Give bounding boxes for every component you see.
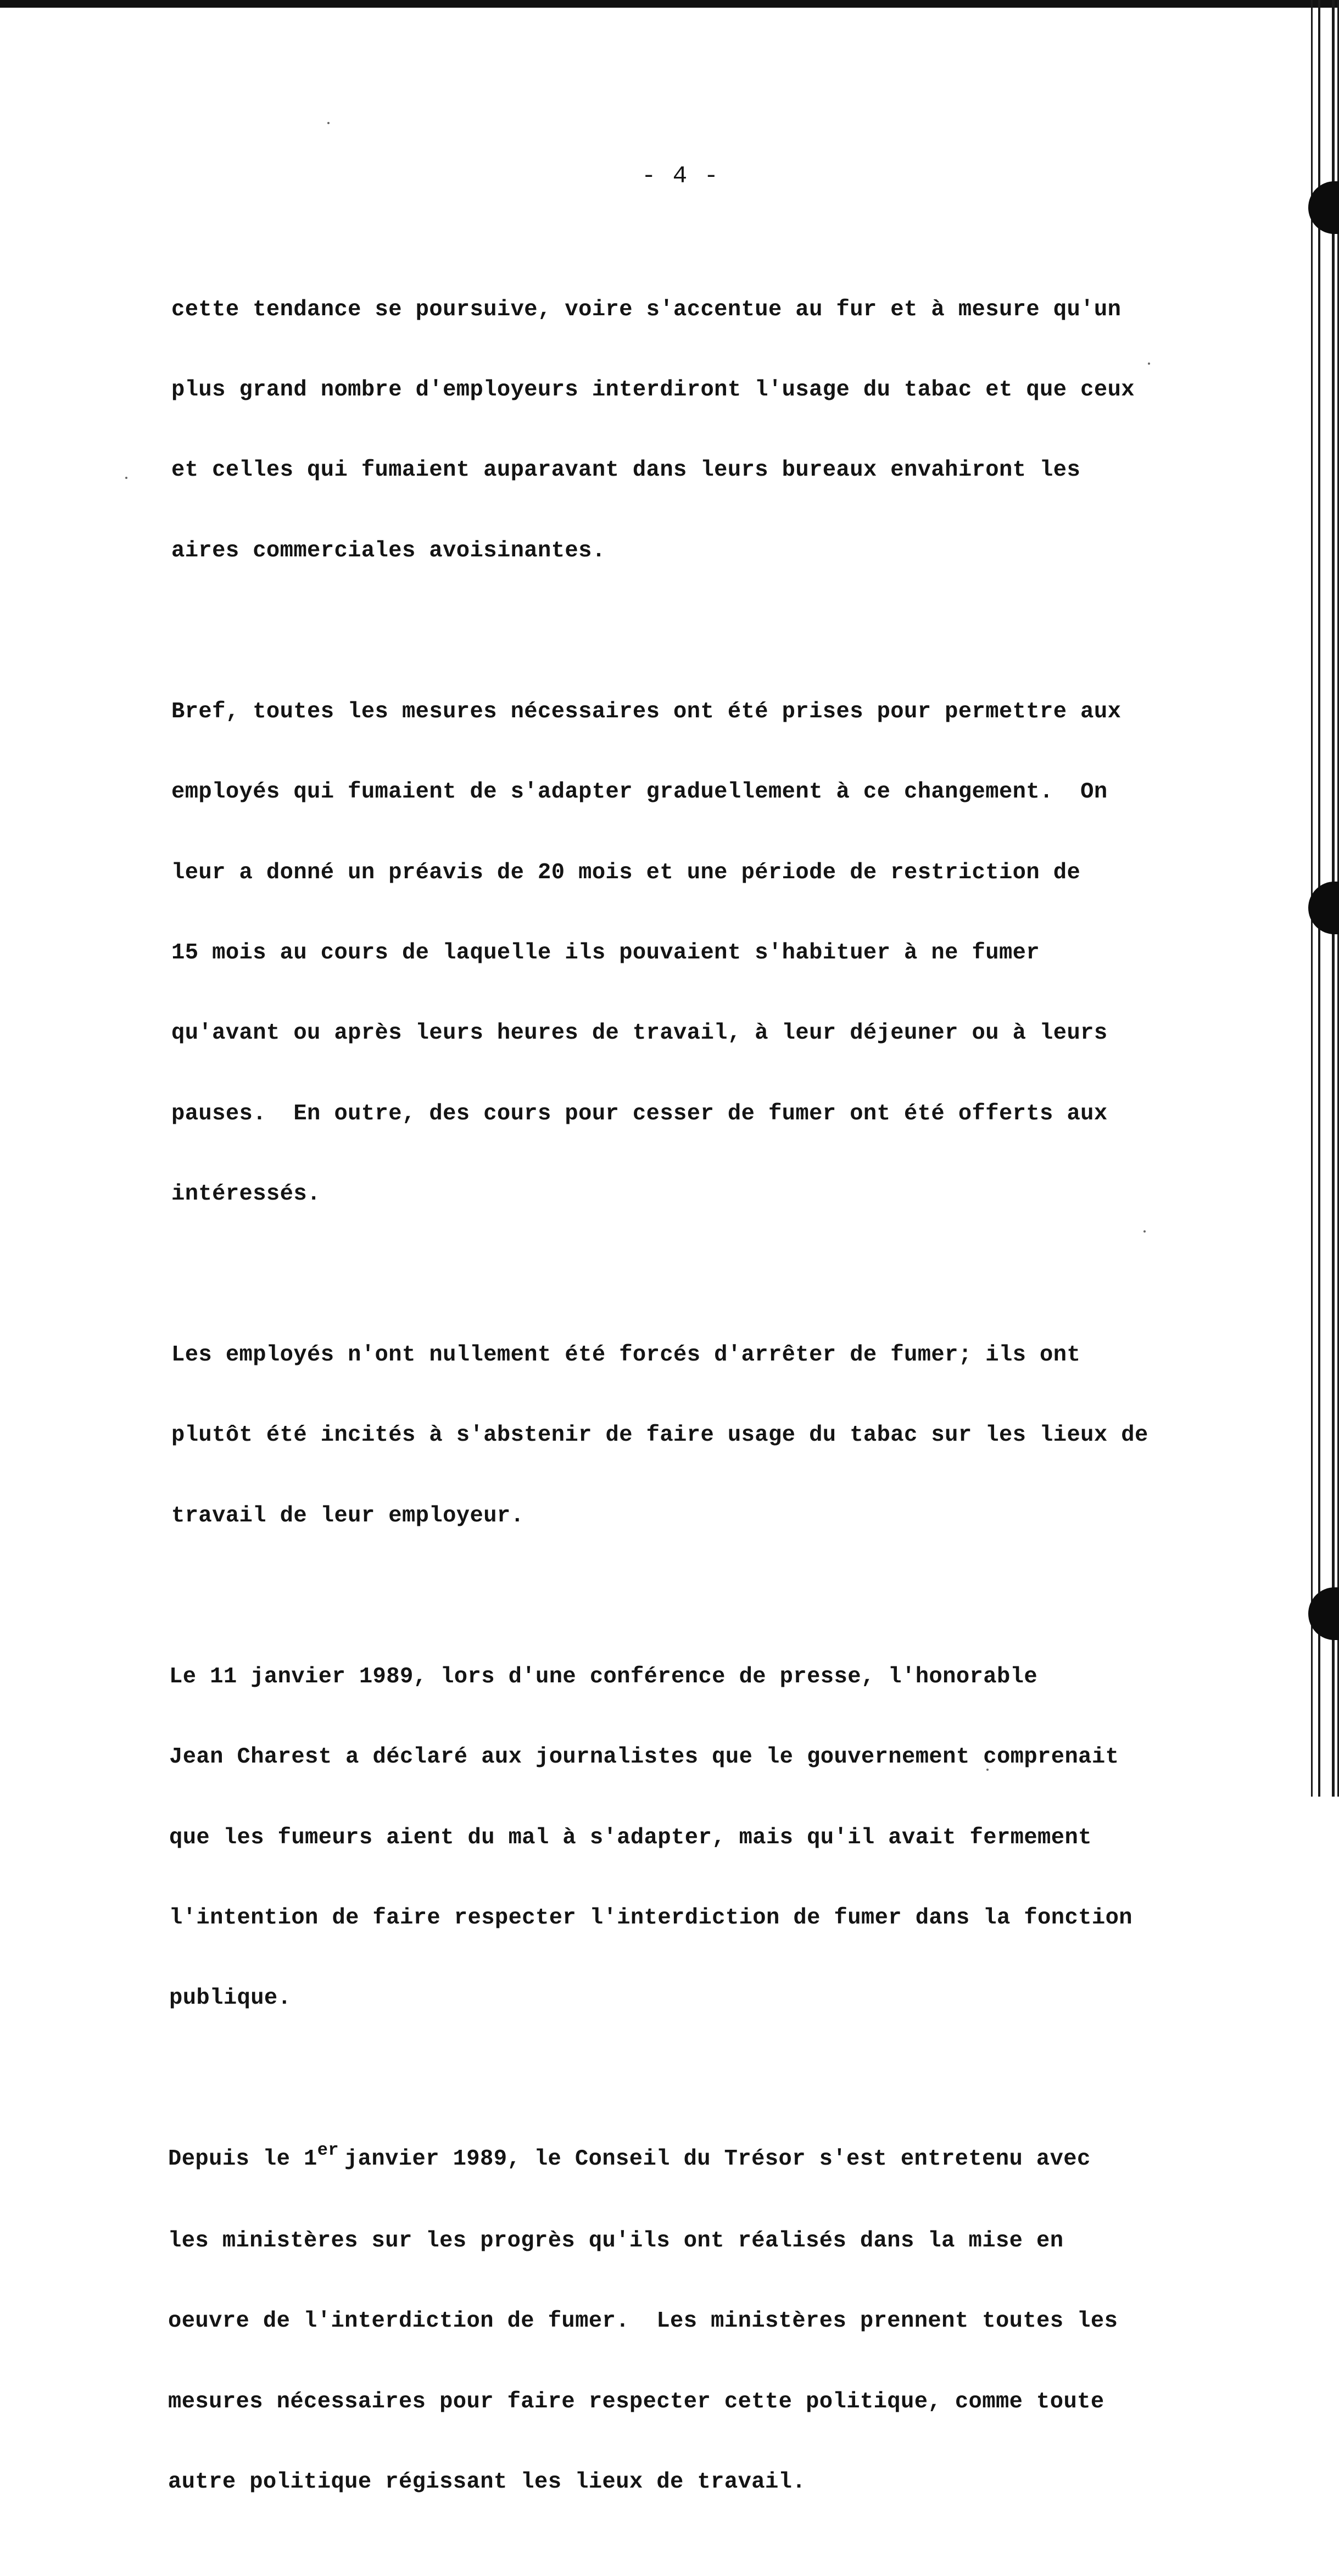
ordinal-superscript: er — [317, 2140, 339, 2161]
paragraph — [171, 645, 1193, 1261]
text-line: Les employés n'ont nullement été forcés d'arrêter de fumer; ils ont — [171, 1342, 1081, 1368]
paragraph — [171, 243, 1193, 618]
text-line: intéressés. — [171, 1181, 321, 1207]
text-line: que les fumeurs aient du mal à s'adapter, mais qu'il avait fermement — [169, 1825, 1092, 1850]
scan-top-edge — [0, 0, 1339, 8]
text-line: plus grand nombre d'employeurs interdiront l'usage du tabac et que ceux — [171, 377, 1135, 403]
paragraph — [169, 1610, 1193, 2066]
document-body — [168, 243, 1193, 2576]
text-line: 15 mois au cours de laquelle ils pouvaient s'habituer à ne fumer — [171, 940, 1040, 966]
text-line: employés qui fumaient de s'adapter graduellement à ce changement. On — [171, 779, 1108, 805]
punch-hole — [1308, 1587, 1339, 1640]
text-line: Jean Charest a déclaré aux journalistes que le gouvernement comprenait — [169, 1744, 1119, 1770]
paragraph — [171, 1288, 1193, 1583]
text-line: autre politique régissant les lieux de travail. — [168, 2469, 806, 2495]
text-line: l'intention de faire respecter l'interdiction de fumer dans la fonction — [169, 1905, 1132, 1931]
text-fragment: Depuis le 1 — [168, 2146, 317, 2172]
text-line: publique. — [169, 1986, 292, 2011]
paragraph — [168, 2093, 1193, 2550]
punch-hole — [1308, 882, 1339, 934]
binder-edge — [1305, 0, 1339, 1797]
text-line: pauses. En outre, des cours pour cesser de fumer ont été offerts aux — [171, 1101, 1108, 1127]
text-line: leur a donné un préavis de 20 mois et une période de restriction de — [171, 860, 1081, 885]
scan-speck — [327, 122, 330, 124]
page-number: - 4 - — [641, 163, 720, 190]
text-line: et celles qui fumaient auparavant dans leurs bureaux envahiront les — [171, 458, 1081, 483]
text-line: plutôt été incités à s'abstenir de faire usage du tabac sur les lieux de — [171, 1423, 1148, 1448]
scan-speck — [125, 477, 127, 479]
text-line: Bref, toutes les mesures nécessaires ont été prises pour permettre aux — [171, 699, 1122, 724]
text-line: les ministères sur les progrès qu'ils ont réalisés dans la mise en — [168, 2228, 1064, 2254]
text-line — [168, 2140, 1193, 2174]
text-line: mesures nécessaires pour faire respecter cette politique, comme toute — [168, 2389, 1104, 2415]
text-line: qu'avant ou après leurs heures de travail, à leur déjeuner ou à leurs — [171, 1021, 1108, 1046]
text-line: aires commerciales avoisinantes. — [171, 538, 606, 564]
text-line: cette tendance se poursuive, voire s'accentue au fur et à mesure qu'un — [171, 297, 1122, 322]
text-fragment: janvier 1989, le Conseil du Trésor s'est entretenu avec — [344, 2146, 1091, 2172]
text-line: Le 11 janvier 1989, lors d'une conférence de presse, l'honorable — [169, 1664, 1038, 1690]
text-line: oeuvre de l'interdiction de fumer. Les ministères prennent toutes les — [168, 2309, 1118, 2334]
text-line: travail de leur employeur. — [171, 1503, 525, 1529]
